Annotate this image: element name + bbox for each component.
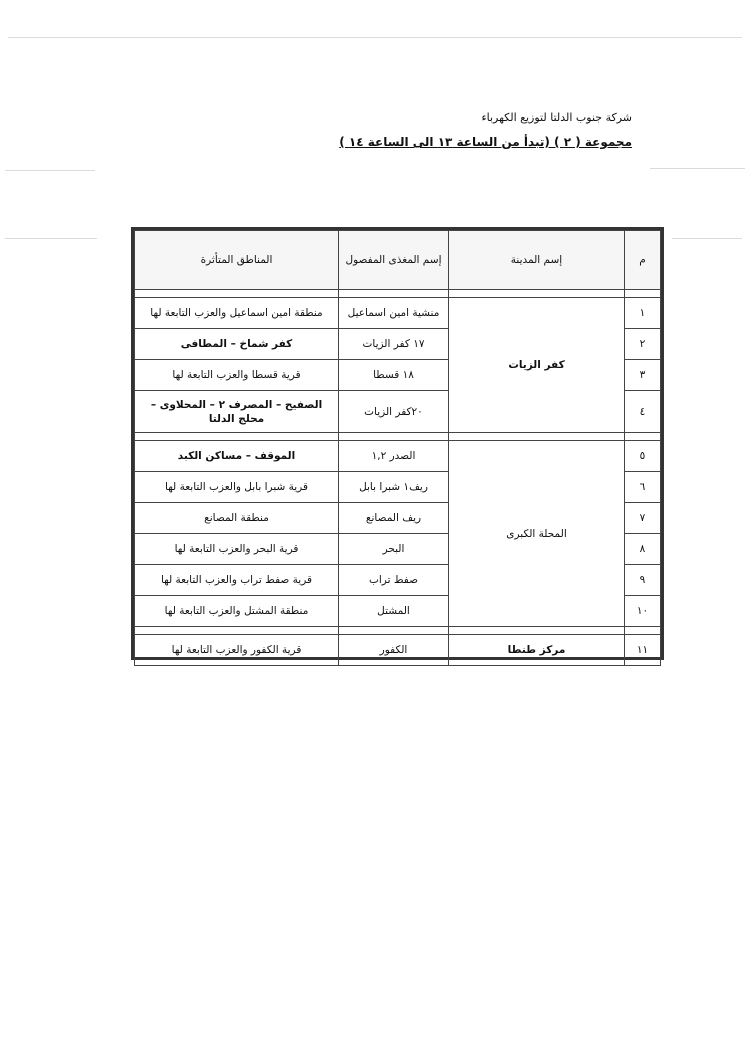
feeder-name: صفط تراب <box>339 565 449 596</box>
outage-table <box>134 230 661 666</box>
group-title: مجموعة ( ٢ ) (تبدأ من الساعة ١٣ الى الساعة ١٤ ) <box>339 135 632 149</box>
feeder-name: ١٧ كفر الزيات <box>339 329 449 360</box>
document-header <box>339 110 632 150</box>
affected-area: منطقة المشتل والعزب التابعة لها <box>135 596 339 627</box>
affected-area: قرية شبرا بابل والعزب التابعة لها <box>135 472 339 503</box>
row-number: ٩ <box>625 565 661 596</box>
affected-area: كفر شماخ – المطافى <box>135 329 339 360</box>
affected-area: منطقة المصانع <box>135 503 339 534</box>
affected-area: قرية قسطا والعزب التابعة لها <box>135 360 339 391</box>
affected-area: الصفيح – المصرف ٢ – المحلاوى – محلج الدلتا <box>135 391 339 433</box>
affected-area: قرية البحر والعزب التابعة لها <box>135 534 339 565</box>
feeder-name: ريف المصانع <box>339 503 449 534</box>
column-header-areas: المناطق المتأثرة <box>135 231 339 290</box>
table-spacer <box>135 627 661 635</box>
feeder-name: الصدر ١,٢ <box>339 441 449 472</box>
scan-line-top <box>8 37 742 38</box>
table-spacer <box>135 290 661 298</box>
feeder-name: ريف١ شبرا بابل <box>339 472 449 503</box>
row-number: ١ <box>625 298 661 329</box>
city-name: كفر الزيات <box>449 298 625 433</box>
affected-area: منطقة امين اسماعيل والعزب التابعة لها <box>135 298 339 329</box>
feeder-name: ١٨ قسطا <box>339 360 449 391</box>
row-number: ١١ <box>625 635 661 666</box>
scan-line-right-1 <box>650 168 745 169</box>
affected-area: قرية صفط تراب والعزب التابعة لها <box>135 565 339 596</box>
affected-area: الموقف – مساكن الكبد <box>135 441 339 472</box>
affected-area: قرية الكفور والعزب التابعة لها <box>135 635 339 666</box>
row-number: ٤ <box>625 391 661 433</box>
row-number: ٦ <box>625 472 661 503</box>
table-row <box>135 298 661 329</box>
scan-line-left-2 <box>5 238 97 239</box>
table-row <box>135 635 661 666</box>
table-header-row <box>135 231 661 290</box>
row-number: ٢ <box>625 329 661 360</box>
row-number: ٨ <box>625 534 661 565</box>
table-spacer <box>135 433 661 441</box>
column-header-no: م <box>625 231 661 290</box>
scan-line-left-1 <box>5 170 95 171</box>
column-header-feeder: إسم المغذى المفصول <box>339 231 449 290</box>
feeder-name: الكفور <box>339 635 449 666</box>
outage-table-frame <box>131 227 664 660</box>
company-name: شركة جنوب الدلتا لتوزيع الكهرباء <box>481 111 632 124</box>
feeder-name: المشتل <box>339 596 449 627</box>
table-row <box>135 441 661 472</box>
row-number: ٣ <box>625 360 661 391</box>
row-number: ١٠ <box>625 596 661 627</box>
column-header-city: إسم المدينة <box>449 231 625 290</box>
row-number: ٧ <box>625 503 661 534</box>
city-name: مركز طنطا <box>449 635 625 666</box>
feeder-name: منشية امين اسماعيل <box>339 298 449 329</box>
scan-line-right-2 <box>672 238 742 239</box>
row-number: ٥ <box>625 441 661 472</box>
feeder-name: ٢٠كفر الزيات <box>339 391 449 433</box>
city-name: المحلة الكبرى <box>449 441 625 627</box>
feeder-name: البحر <box>339 534 449 565</box>
